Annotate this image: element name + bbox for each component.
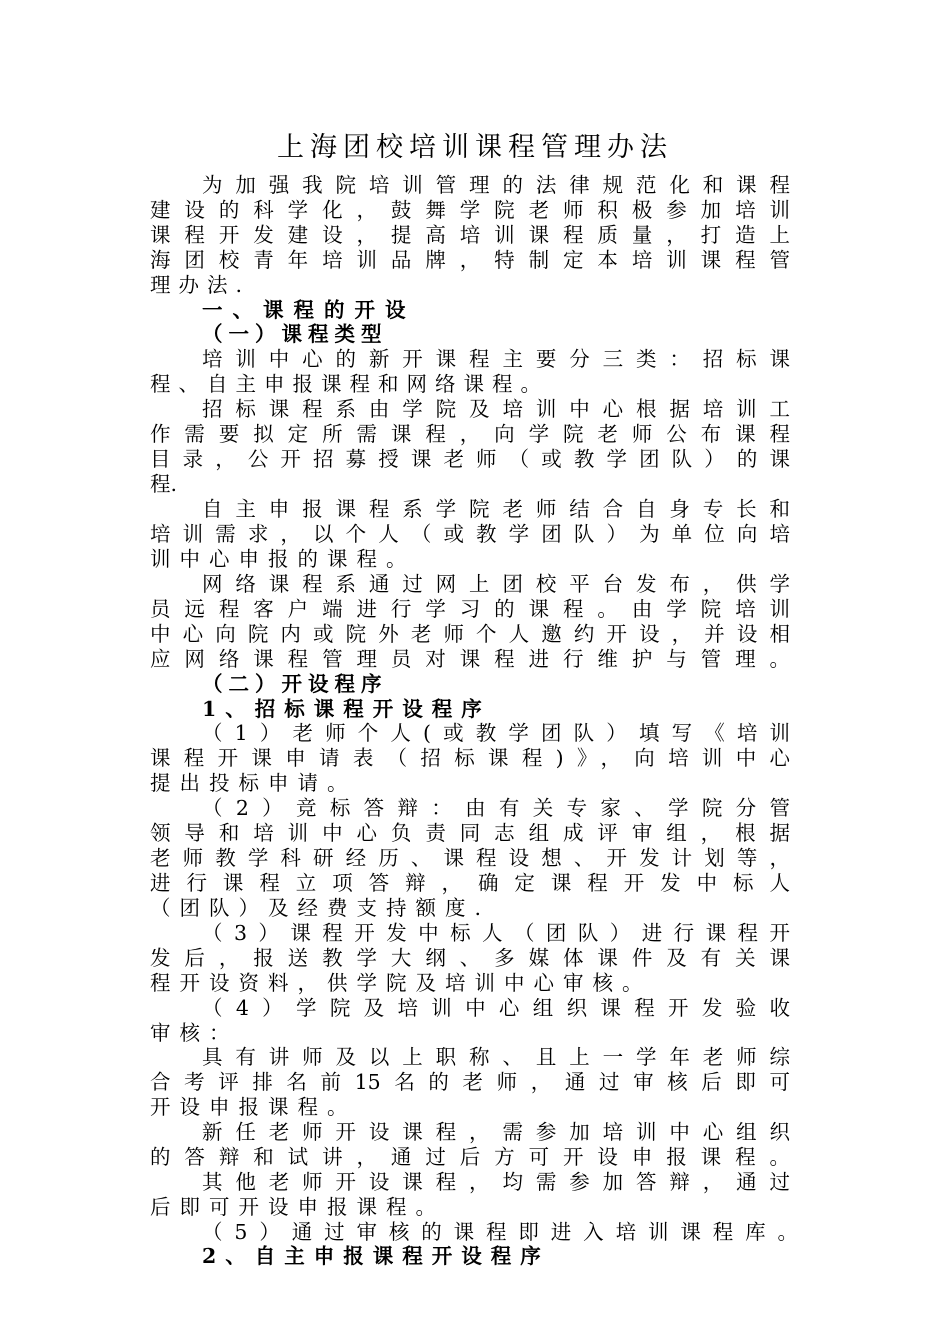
paragraph-line: 应网络课程管理员对课程进行维护与管理。 [150,647,790,671]
paragraph-line: 进行课程立项答辩，确定课程开发中标人 [150,871,790,895]
paragraph-line: 培训需求，以个人（或教学团队）为单位向培 [150,522,790,546]
paragraph-line: 建设的科学化，鼓舞学院老师积极参加培训 [150,198,790,222]
paragraph-line: 开设申报课程。 [150,1095,357,1119]
paragraph-line: （团队）及经费支持额度. [150,896,491,920]
document-title: 上海团校培训课程管理办法 [277,132,673,163]
paragraph-line: 中心向院内或院外老师个人邀约开设，并设相 [150,622,790,646]
paragraph-line: 为加强我院培训管理的法律规范化和课程 [202,173,790,197]
paragraph-line: （5）通过审核的课程即进入培训课程库。 [202,1220,798,1244]
paragraph-line: （1）老师个人(或教学团队）填写《培训 [202,721,790,745]
paragraph-line: 审核： [150,1021,239,1045]
paragraph-line: 程. [150,472,178,496]
paragraph-line: 提出投标申请。 [150,771,357,795]
paragraph-line: 合考评排名前15名的老师，通过审核后即可 [150,1070,790,1094]
subsection-heading: 2、自主申报课程开设程序 [202,1244,550,1268]
paragraph-line: 训中心申报的课程。 [150,547,416,571]
subsection-heading: （二）开设程序 [202,672,388,696]
paragraph-line: 海团校青年培训品牌，特制定本培训课程管 [150,248,790,272]
paragraph-line: 后即可开设申报课程。 [150,1195,445,1219]
paragraph-line: 领导和培训中心负责同志组成评审组，根据 [150,821,790,845]
paragraph-line: 程、自主申报课程和网络课程。 [150,372,549,396]
paragraph-line: （2）竞标答辩：由有关专家、学院分管 [202,796,790,820]
paragraph-line: 网络课程系通过网上团校平台发布，供学 [202,572,790,596]
section-heading: 一、课程的开设 [202,298,416,322]
subsection-heading: 1、招标课程开设程序 [202,697,491,721]
paragraph-line: 员远程客户端进行学习的课程。由学院培训 [150,597,790,621]
paragraph-line: 课程开课申请表（招标课程)》，向培训中心 [150,746,790,770]
paragraph-line: 目录，公开招募授课老师（或教学团队）的课 [150,447,790,471]
subsection-heading: （一）课程类型 [202,322,388,346]
paragraph-line: （3）课程开发中标人（团队）进行课程开 [202,921,790,945]
paragraph-line: （4）学院及培训中心组织课程开发验收 [202,996,790,1020]
paragraph-line: 老师教学科研经历、课程设想、开发计划等， [150,846,790,870]
paragraph-line: 其他老师开设课程，均需参加答辩，通过 [202,1170,790,1194]
paragraph-line: 招标课程系由学院及培训中心根据培训工 [202,397,790,421]
paragraph-line: 课程开发建设，提高培训课程质量，打造上 [150,223,790,247]
paragraph-line: 培训中心的新开课程主要分三类：招标课 [202,347,790,371]
paragraph-line: 的答辩和试讲，通过后方可开设申报课程。 [150,1145,790,1169]
paragraph-line: 自主申报课程系学院老师结合自身专长和 [202,497,790,521]
paragraph-line: 理办法. [150,273,251,297]
paragraph-line: 程开设资料，供学院及培训中心审核。 [150,971,652,995]
paragraph-line: 作需要拟定所需课程，向学院老师公布课程 [150,422,790,446]
paragraph-line: 具有讲师及以上职称、且上一学年老师综 [202,1045,790,1069]
paragraph-line: 新任老师开设课程，需参加培训中心组织 [202,1120,790,1144]
paragraph-line: 发后，报送教学大纲、多媒体课件及有关课 [150,946,790,970]
